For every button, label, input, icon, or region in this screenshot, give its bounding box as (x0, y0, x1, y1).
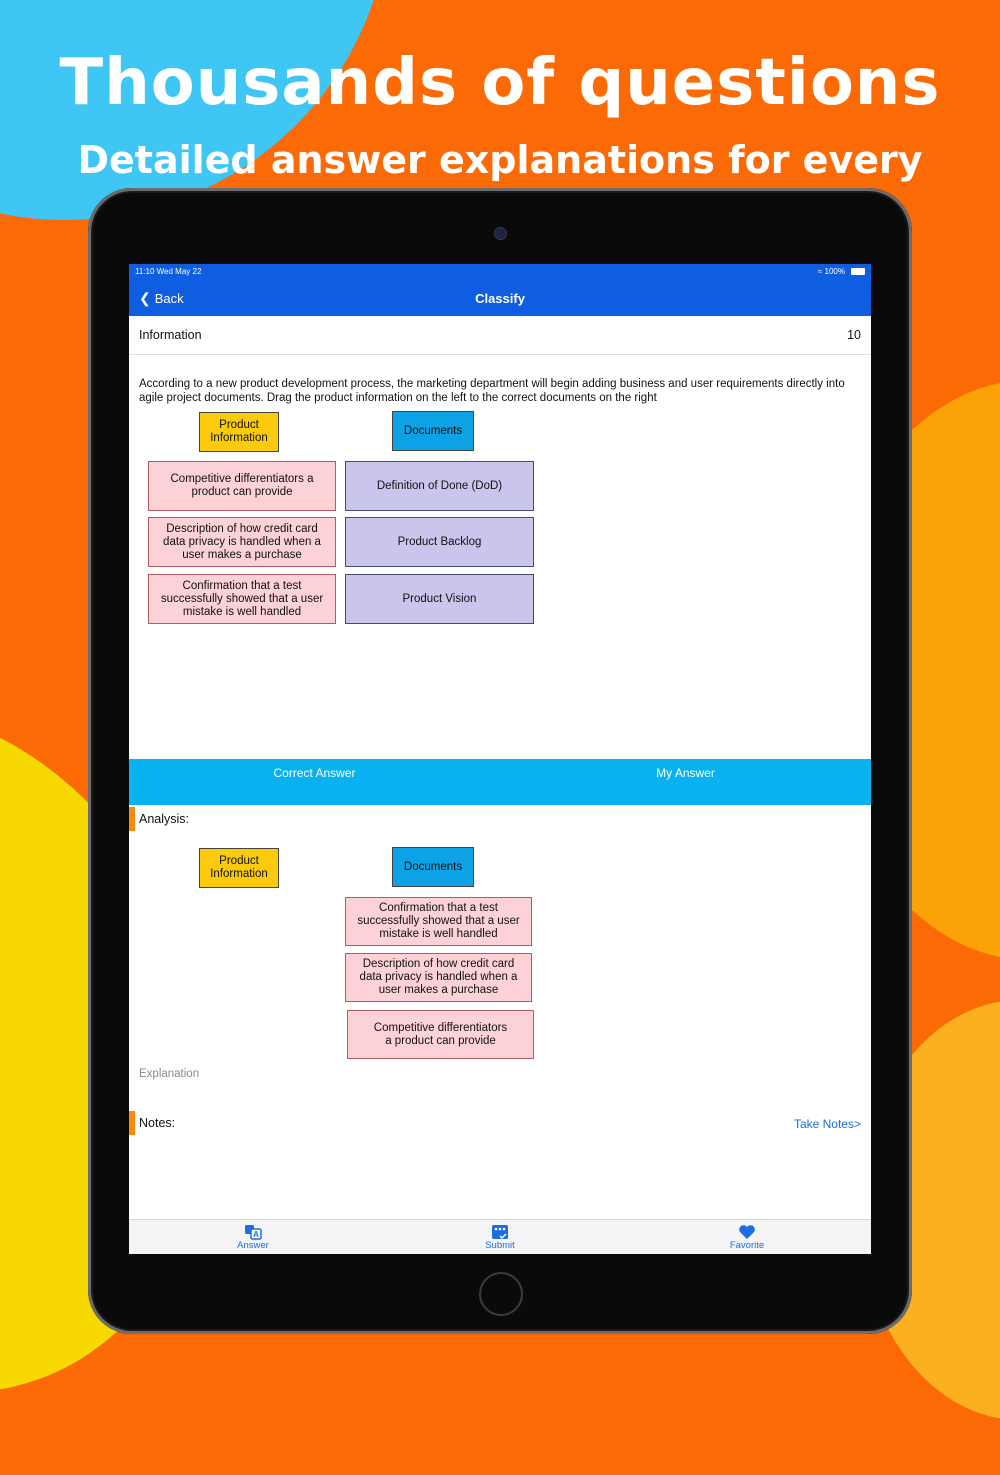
tab-answer-label: Answer (237, 1240, 269, 1251)
take-notes-link[interactable]: Take Notes> (793, 1117, 861, 1131)
information-row (129, 316, 871, 355)
app-screen (129, 264, 871, 1254)
draggable-item-competitive[interactable]: Competitive differentiators a product can provide (148, 461, 336, 511)
drop-target-backlog[interactable]: Product Backlog (345, 517, 534, 567)
promo-subheadline: Detailed answer explanations for every (77, 138, 923, 182)
promo-headline: Thousands of questions (59, 46, 941, 120)
information-label: Information (139, 328, 202, 342)
explanation-text: Explanation (139, 1068, 200, 1080)
submit-icon (491, 1224, 509, 1240)
analysis-documents-header: Documents (392, 847, 474, 887)
tab-answer[interactable] (213, 1224, 293, 1251)
answer-tabs (129, 759, 871, 805)
wifi-icon: ≈ (817, 267, 825, 276)
draggable-item-confirmation[interactable]: Confirmation that a test successfully showed that a user mistake is well handled (148, 574, 336, 624)
notes-label: Notes: (129, 1111, 175, 1135)
status-time: 11:10 Wed May 22 (135, 267, 202, 276)
camera-icon (494, 227, 507, 240)
information-value: 10 (847, 328, 861, 342)
analysis-product-information-header: Product Information (199, 848, 279, 888)
tab-correct-answer[interactable]: Correct Answer (273, 766, 356, 780)
battery-icon (851, 268, 865, 275)
page-title: Classify (475, 291, 525, 306)
documents-header: Documents (392, 411, 474, 451)
tab-submit[interactable] (460, 1224, 540, 1251)
bottom-tab-bar (129, 1219, 871, 1254)
question-text: According to a new product development process, the marketing department will begin adding business and user requirements directly into agile project documents. Drag the product information on the left to the correct documents on the right (139, 378, 845, 404)
translate-icon (244, 1224, 262, 1240)
tab-submit-label: Submit (485, 1240, 515, 1251)
analysis-item-credit-card: Description of how credit card data privacy is handled when a user makes a purchase (345, 953, 532, 1002)
chevron-left-icon: ❮ (139, 290, 151, 306)
tab-favorite[interactable] (707, 1224, 787, 1251)
svg-text:A: A (253, 1230, 259, 1239)
product-information-header: Product Information (199, 412, 279, 452)
status-bar (129, 264, 871, 280)
tab-favorite-label: Favorite (729, 1240, 765, 1251)
analysis-item-competitive: Competitive differentiators a product can provide (347, 1010, 534, 1059)
battery-percent: 100% (824, 267, 845, 276)
drop-target-vision[interactable]: Product Vision (345, 574, 534, 624)
home-button[interactable] (479, 1272, 523, 1316)
heart-icon (738, 1224, 756, 1240)
navigation-bar (129, 280, 871, 316)
draggable-item-credit-card[interactable]: Description of how credit card data privacy is handled when a user makes a purchase (148, 517, 336, 567)
drop-target-dod[interactable]: Definition of Done (DoD) (345, 461, 534, 511)
analysis-item-confirmation: Confirmation that a test successfully showed that a user mistake is well handled (345, 897, 532, 946)
back-label: Back (154, 291, 184, 306)
battery-label (818, 267, 845, 276)
analysis-label: Analysis: (129, 807, 189, 831)
tab-my-answer[interactable]: My Answer (656, 766, 715, 780)
